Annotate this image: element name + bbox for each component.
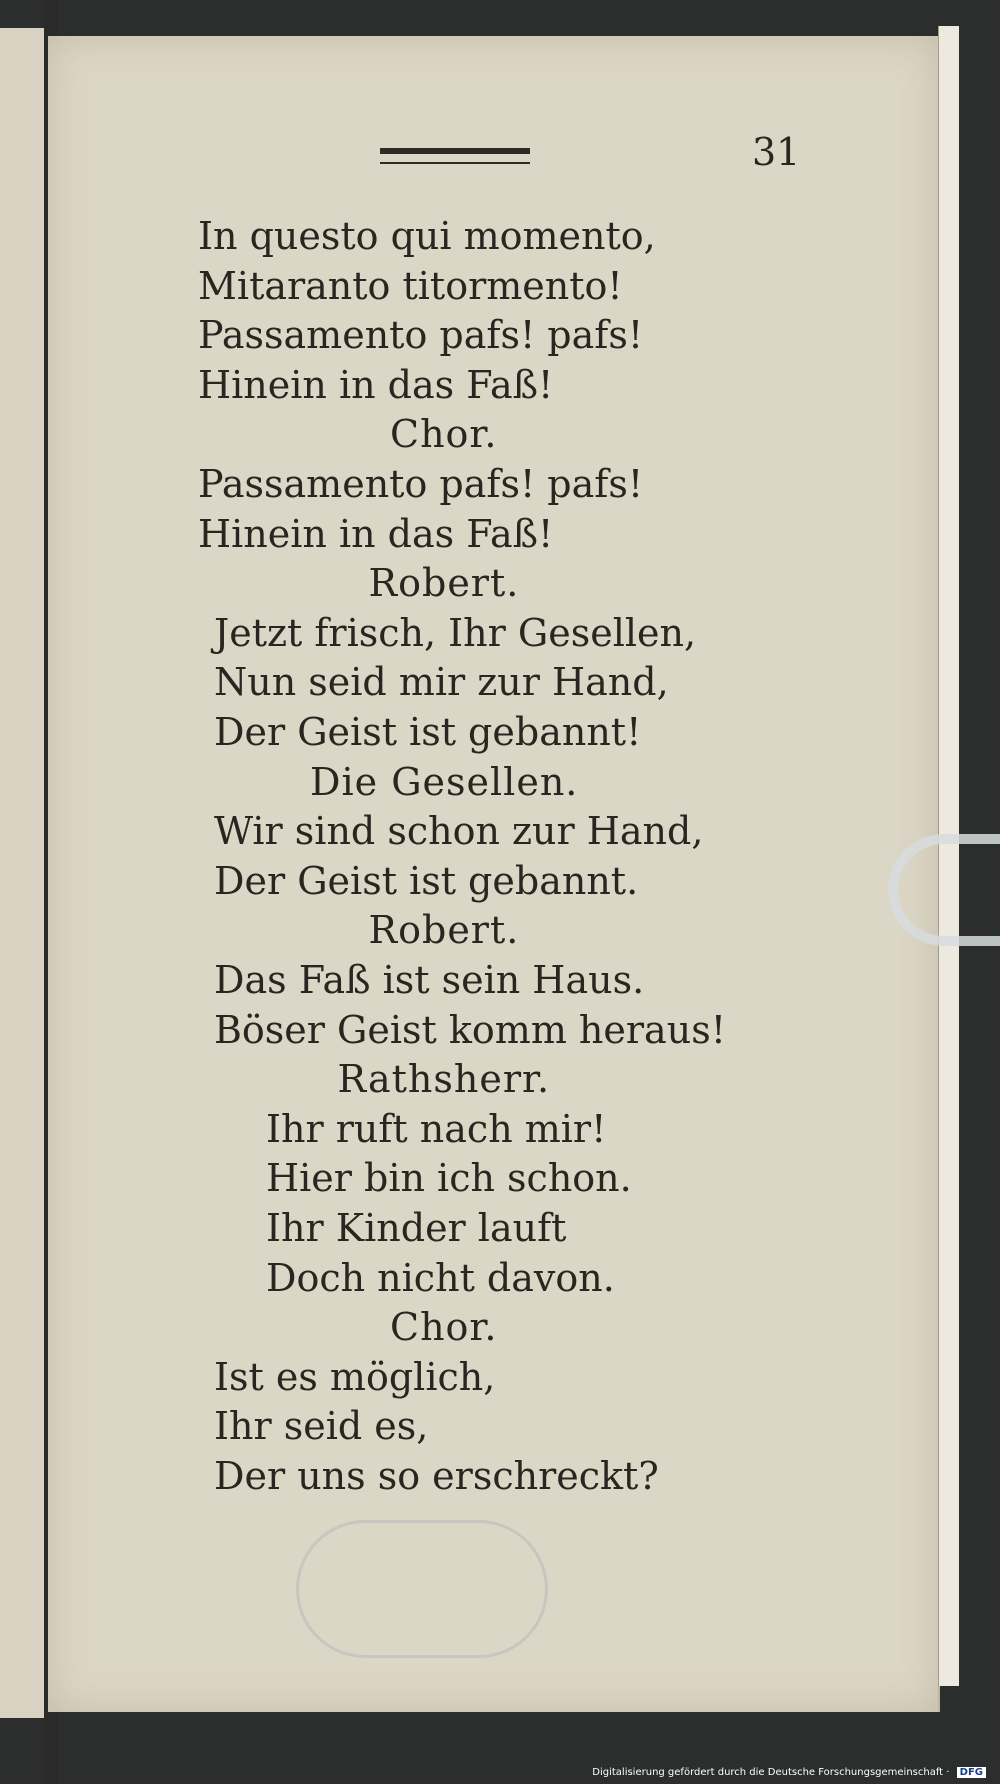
- speaker-heading: Chor.: [390, 1305, 498, 1350]
- speaker-heading: Die Gesellen.: [310, 759, 579, 804]
- verse-line: Jetzt frisch, Ihr Gesellen,: [214, 610, 697, 655]
- verse-line: Der Geist ist gebannt.: [214, 858, 639, 903]
- speaker-heading: Rathsherr.: [337, 1057, 551, 1102]
- verse-line: Böser Geist komm heraus!: [214, 1007, 726, 1052]
- verse-line: Das Faß ist sein Haus.: [214, 958, 645, 1002]
- verse-line: In questo qui momento,: [198, 214, 656, 258]
- speaker-heading: Chor.: [390, 412, 498, 457]
- verse-line: Doch nicht davon.: [266, 1255, 615, 1300]
- facing-page-edge: [0, 28, 47, 1718]
- speaker-heading: Robert.: [368, 908, 520, 953]
- verse-line: Ihr seid es,: [214, 1404, 429, 1449]
- speaker-heading: Robert.: [368, 561, 520, 606]
- verse-line: Wir sind schon zur Hand,: [214, 809, 704, 854]
- page-number: 31: [752, 130, 801, 174]
- verse-line: Nun seid mir zur Hand,: [214, 660, 669, 705]
- header-rule: [380, 148, 530, 164]
- paper-clip: [888, 834, 1000, 946]
- verse-line: Passamento pafs! pafs!: [198, 462, 644, 506]
- library-stamp: [296, 1520, 548, 1658]
- verse-line: Ihr ruft nach mir!: [266, 1106, 607, 1151]
- verse-line: Ihr Kinder lauft: [266, 1206, 567, 1250]
- verse-line: Hinein in das Faß!: [198, 511, 554, 556]
- verse-line: Passamento pafs! pafs!: [198, 313, 644, 358]
- verse-line: Hinein in das Faß!: [198, 362, 554, 407]
- verse-line: Ist es möglich,: [214, 1354, 496, 1399]
- verse-line: Der Geist ist gebannt!: [214, 710, 642, 754]
- dfg-logo: DFG: [957, 1767, 986, 1778]
- footer-text: Digitalisierung gefördert durch die Deutsche Forschungsgemeinschaft ·: [592, 1767, 950, 1778]
- verse-line: Der uns so erschreckt?: [214, 1454, 659, 1498]
- verse-line: Hier bin ich schon.: [266, 1156, 632, 1201]
- footer-credit: [592, 1767, 986, 1778]
- verse-line: Mitaranto titormento!: [198, 263, 623, 308]
